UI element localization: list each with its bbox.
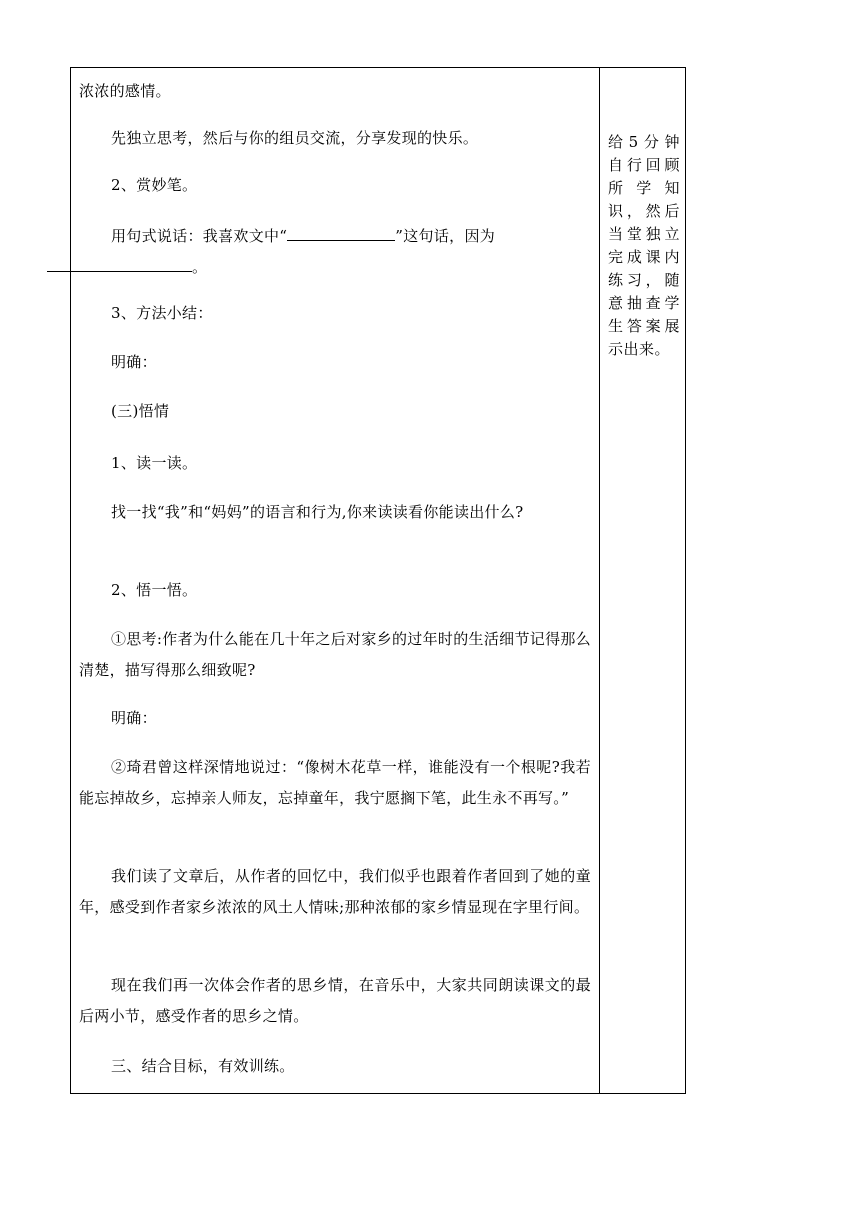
- paragraph: ②琦君曾这样深情地说过：“像树木花草一样，谁能没有一个根呢?我若能忘掉故乡，忘掉亲人师友，忘掉童年，我宁愿搁下笔，此生永不再写。”: [79, 758, 591, 807]
- blank-line: [47, 257, 192, 272]
- paragraph: 明确：: [111, 709, 157, 727]
- sentence-pattern-mid: ”这句话，因为: [395, 227, 496, 245]
- paragraph: 先独立思考，然后与你的组员交流，分享发现的快乐。: [111, 129, 479, 147]
- blank-line: [287, 226, 395, 241]
- paragraph: 2、赏妙笔。: [111, 176, 198, 194]
- paragraph: 3、方法小结：: [111, 304, 213, 322]
- teaching-note: 给5分钟自行回顾所学知识，然后当堂独立完成课内练习，随意抽查学生答案展示出来。: [608, 133, 680, 358]
- paragraph: 现在我们再一次体会作者的思乡情，在音乐中，大家共同朗读课文的最后两小节，感受作者的思乡之情。: [79, 976, 591, 1025]
- main-content-cell: [71, 68, 599, 1093]
- paragraph: (三)悟情: [111, 402, 170, 420]
- paragraph: ①思考:作者为什么能在几十年之后对家乡的过年时的生活细节记得那么清楚，描写得那么细致呢?: [79, 630, 591, 679]
- paragraph: 浓浓的感情。: [79, 82, 171, 100]
- paragraph: 三、结合目标，有效训练。: [111, 1057, 295, 1075]
- teaching-note-cell: [600, 68, 686, 1093]
- sentence-pattern-end: 。: [192, 258, 208, 276]
- paragraph: 我们读了文章后，从作者的回忆中，我们似乎也跟着作者回到了她的童年，感受到作者家乡浓浓的风土人情味;那种浓郁的家乡情显现在字里行间。: [79, 867, 591, 916]
- paragraph: 2、悟一悟。: [111, 581, 198, 599]
- lesson-table: [70, 67, 686, 1094]
- paragraph-sentence-pattern: [79, 221, 591, 283]
- paragraph: 1、读一读。: [111, 454, 198, 472]
- paragraph: 明确：: [111, 353, 157, 371]
- paragraph: 找一找“我”和“妈妈”的语言和行为,你来读读看你能读出什么?: [111, 503, 524, 521]
- sentence-pattern-lead: 用句式说话：我喜欢文中“: [111, 227, 288, 245]
